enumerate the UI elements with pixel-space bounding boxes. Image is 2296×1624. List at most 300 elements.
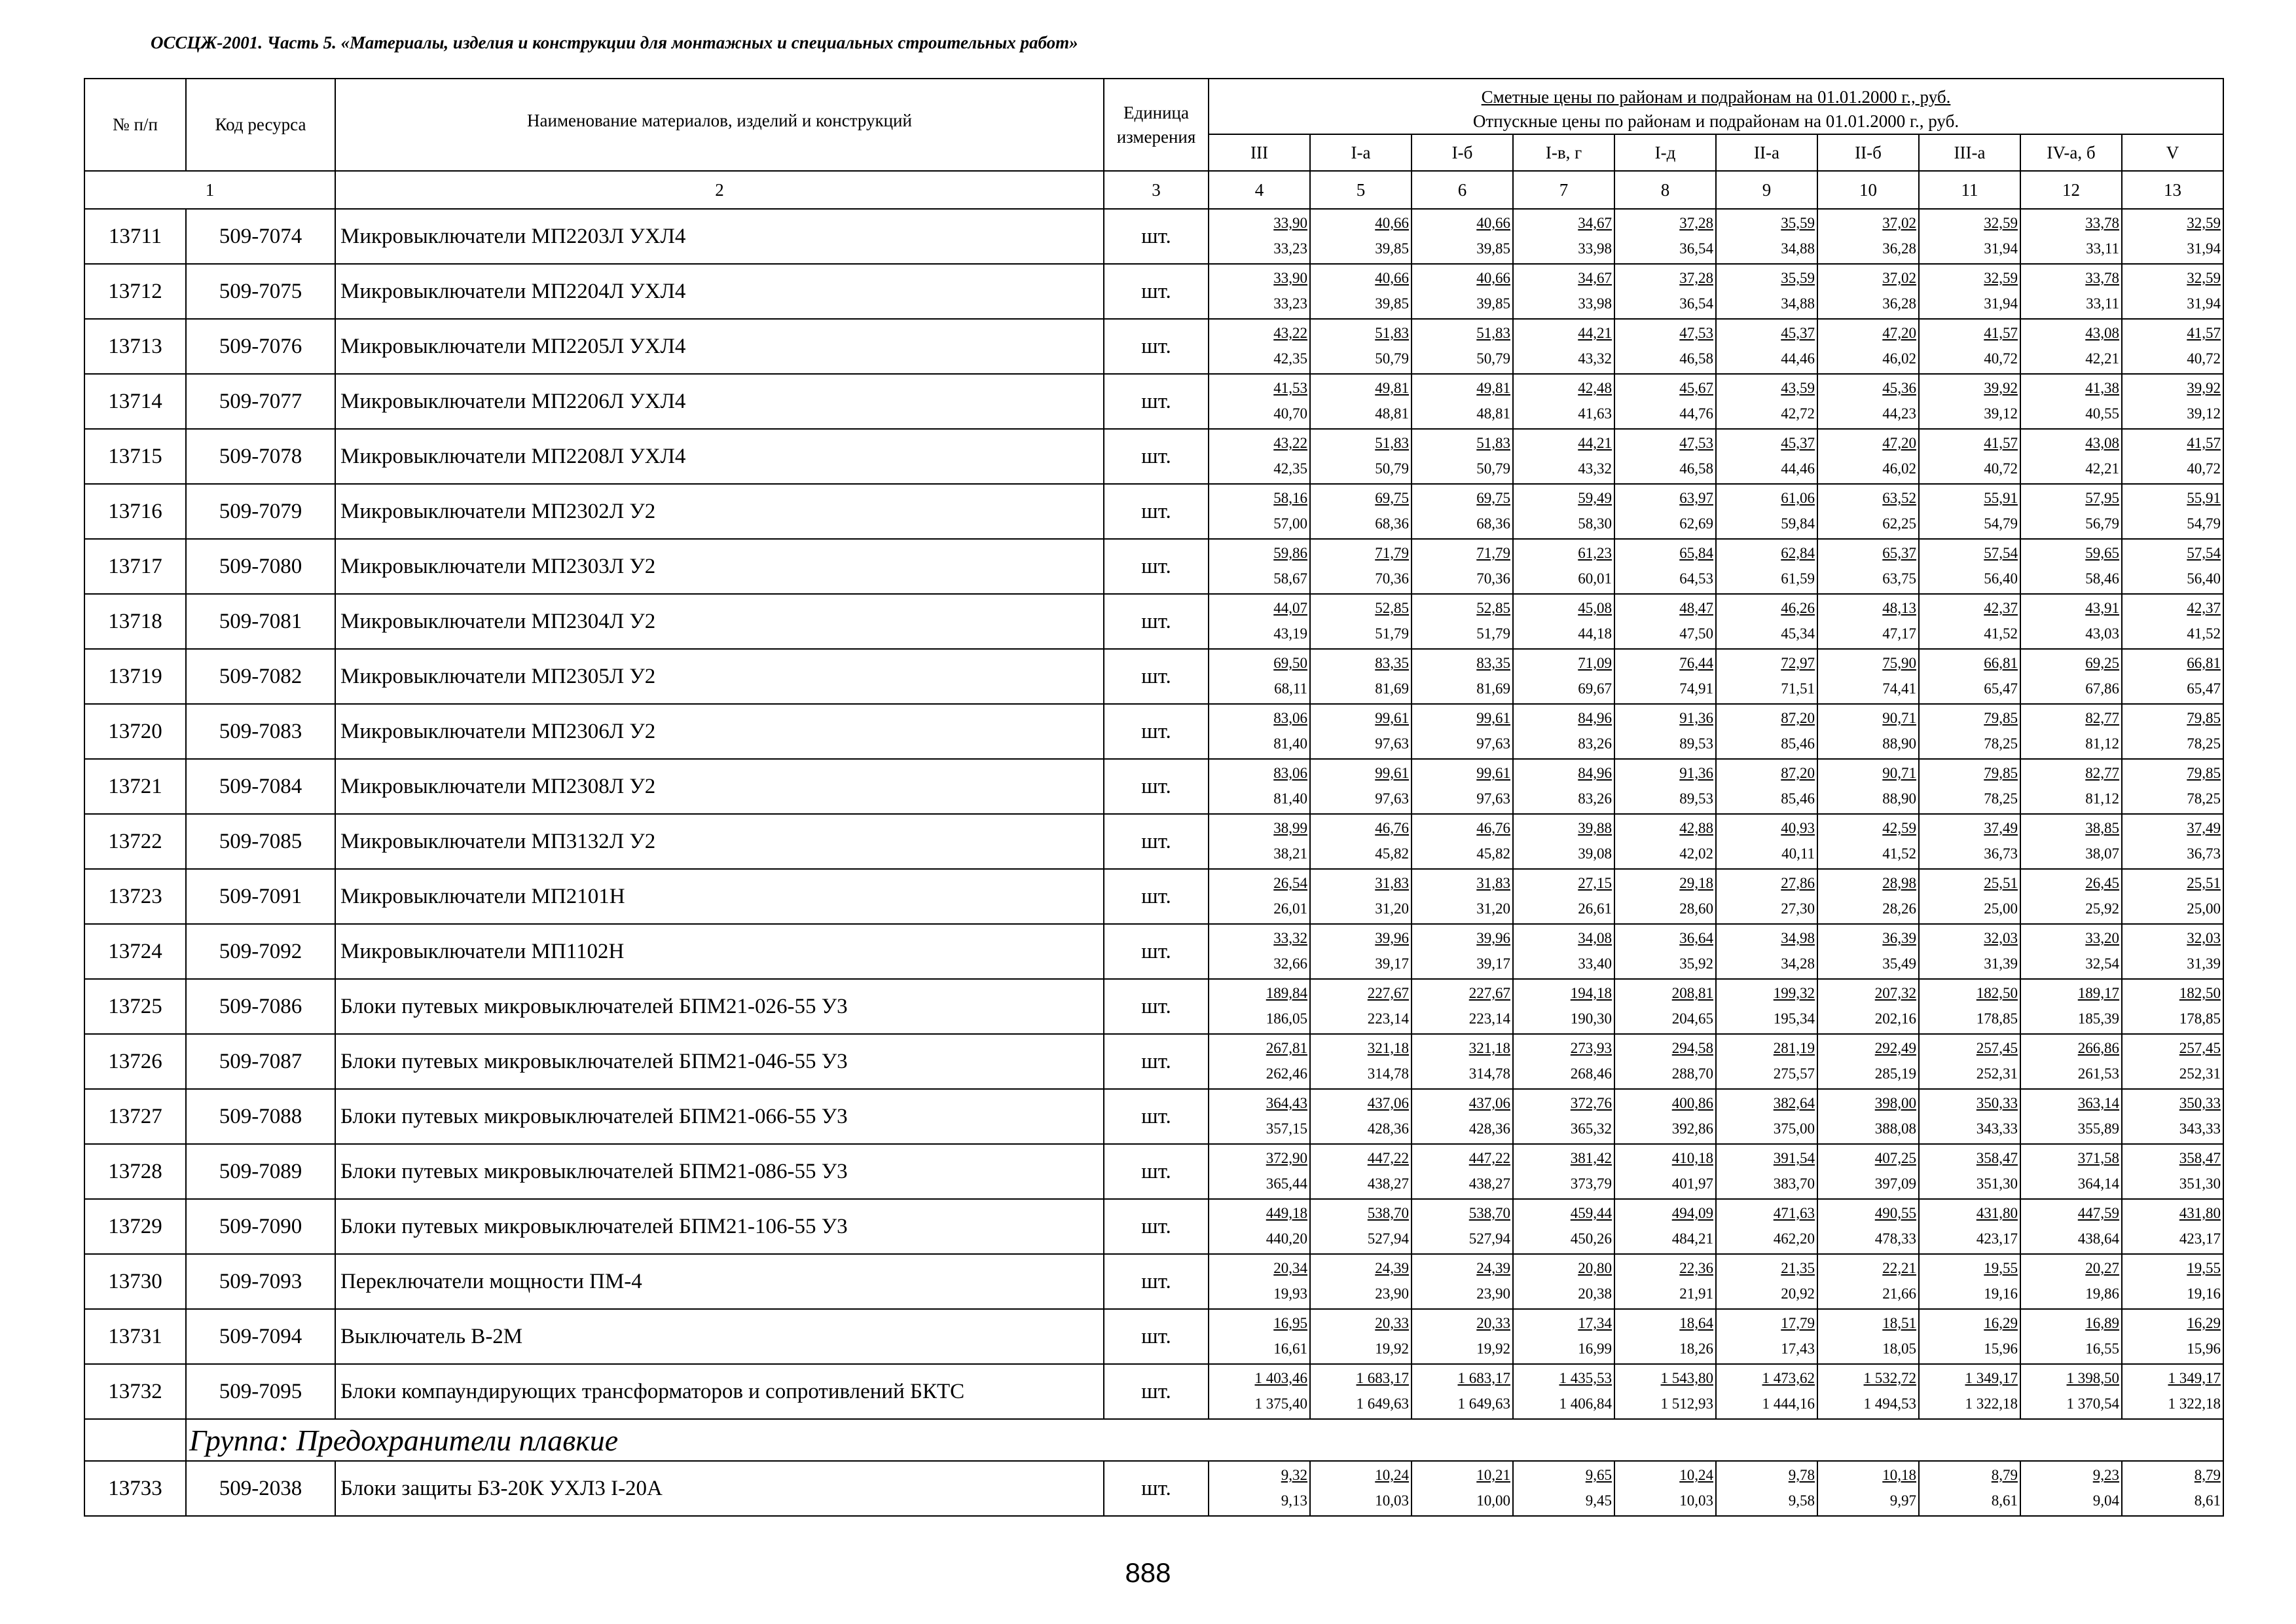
estimate-price: 1 683,17	[1356, 1370, 1409, 1386]
release-price: 44,18	[1578, 625, 1612, 642]
estimate-price: 1 349,17	[2168, 1370, 2221, 1386]
price-cell	[2020, 484, 2122, 539]
estimate-price: 84,96	[1578, 710, 1612, 726]
release-price: 38,07	[2085, 845, 2119, 862]
estimate-price: 294,58	[1671, 1040, 1713, 1056]
release-price: 63,75	[1882, 570, 1916, 587]
release-price: 9,45	[1585, 1492, 1612, 1509]
price-cell	[1412, 374, 1513, 429]
price-cell	[1817, 979, 1919, 1034]
estimate-price: 410,18	[1671, 1150, 1713, 1166]
release-price: 58,67	[1273, 570, 1307, 587]
release-price: 195,34	[1773, 1010, 1815, 1027]
price-cell	[1412, 924, 1513, 979]
price-cell	[2020, 979, 2122, 1034]
row-number: 13723	[84, 869, 186, 924]
estimate-price: 9,65	[1585, 1467, 1612, 1483]
estimate-price: 91,36	[1679, 710, 1713, 726]
estimate-price: 41,57	[2187, 435, 2221, 451]
unit-cell: шт.	[1104, 1364, 1209, 1419]
unit-cell: шт.	[1104, 704, 1209, 759]
release-price: 40,72	[1984, 460, 2018, 477]
estimate-price: 36,39	[1882, 930, 1916, 946]
release-price: 178,85	[1976, 1010, 2018, 1027]
price-cell	[1513, 429, 1614, 484]
estimate-price: 66,81	[1984, 655, 2018, 671]
release-price: 56,40	[2187, 570, 2221, 587]
price-cell	[1817, 814, 1919, 869]
header-unit: Единица измерения	[1104, 79, 1209, 171]
release-price: 65,47	[2187, 680, 2221, 697]
release-price: 1 494,53	[1863, 1395, 1916, 1412]
release-price: 57,00	[1273, 515, 1307, 532]
resource-code: 509-7084	[186, 759, 335, 814]
price-cell	[1919, 759, 2020, 814]
price-cell	[2020, 1309, 2122, 1364]
estimate-price: 34,67	[1578, 270, 1612, 286]
estimate-price: 76,44	[1679, 655, 1713, 671]
price-cell	[1412, 979, 1513, 1034]
estimate-price: 266,86	[2077, 1040, 2119, 1056]
release-price: 70,36	[1476, 570, 1510, 587]
price-cell	[1513, 869, 1614, 924]
unit-cell: шт.	[1104, 869, 1209, 924]
estimate-price: 437,06	[1367, 1095, 1409, 1111]
release-price: 78,25	[2187, 735, 2221, 752]
price-cell	[1209, 704, 1310, 759]
price-cell	[1310, 1461, 1412, 1516]
release-price: 1 512,93	[1660, 1395, 1713, 1412]
price-cell	[1209, 1199, 1310, 1254]
release-price: 19,16	[1984, 1285, 2018, 1302]
price-cell	[1209, 869, 1310, 924]
region-header: I-а	[1310, 134, 1412, 171]
estimate-price: 199,32	[1773, 985, 1815, 1001]
price-cell	[2122, 1034, 2223, 1089]
price-cell	[1310, 209, 1412, 264]
table-header	[84, 79, 2223, 209]
release-price: 351,30	[2179, 1175, 2221, 1192]
unit-cell: шт.	[1104, 1089, 1209, 1144]
resource-code: 509-7078	[186, 429, 335, 484]
release-price: 40,72	[1984, 350, 2018, 367]
estimate-price: 18,64	[1679, 1315, 1713, 1331]
price-cell	[1716, 594, 1817, 649]
estimate-price: 41,38	[2085, 380, 2119, 396]
release-price: 343,33	[2179, 1120, 2221, 1137]
estimate-price: 51,83	[1375, 325, 1409, 341]
price-cell	[1513, 759, 1614, 814]
estimate-price: 358,47	[1976, 1150, 2018, 1166]
price-cell	[1817, 374, 1919, 429]
release-price: 97,63	[1476, 735, 1510, 752]
row-number: 13725	[84, 979, 186, 1034]
material-name: Микровыключатели МП2206Л УХЛ4	[335, 374, 1104, 429]
release-price: 186,05	[1266, 1010, 1307, 1027]
price-cell	[1412, 1254, 1513, 1309]
price-cell	[1209, 979, 1310, 1034]
estimate-price: 227,67	[1468, 985, 1510, 1001]
price-cell	[1614, 319, 1716, 374]
release-price: 9,58	[1788, 1492, 1815, 1509]
release-price: 10,03	[1375, 1492, 1409, 1509]
estimate-price: 79,85	[2187, 765, 2221, 781]
price-cell	[1310, 1309, 1412, 1364]
estimate-price: 37,28	[1679, 215, 1713, 231]
release-price: 28,60	[1679, 900, 1713, 917]
price-cell	[1817, 649, 1919, 704]
release-price: 46,02	[1882, 460, 1916, 477]
column-number: 11	[1919, 171, 2020, 209]
estimate-price: 45,37	[1781, 435, 1815, 451]
release-price: 39,85	[1476, 295, 1510, 312]
price-cell	[1716, 704, 1817, 759]
price-cell	[1513, 374, 1614, 429]
release-price: 64,53	[1679, 570, 1713, 587]
release-price: 383,70	[1773, 1175, 1815, 1192]
release-price: 438,27	[1468, 1175, 1510, 1192]
resource-code: 509-7087	[186, 1034, 335, 1089]
material-name: Микровыключатели МП1102Н	[335, 924, 1104, 979]
group-heading: Группа: Предохранители плавкие	[186, 1419, 2223, 1461]
release-price: 262,46	[1266, 1065, 1307, 1082]
estimate-price: 494,09	[1671, 1205, 1713, 1221]
estimate-price: 79,85	[1984, 710, 2018, 726]
release-price: 365,32	[1570, 1120, 1612, 1137]
price-cell	[1412, 209, 1513, 264]
estimate-price: 182,50	[2179, 985, 2221, 1001]
estimate-price: 40,66	[1375, 270, 1409, 286]
release-price: 19,86	[2085, 1285, 2119, 1302]
row-number: 13733	[84, 1461, 186, 1516]
price-cell	[1817, 1461, 1919, 1516]
release-price: 357,15	[1266, 1120, 1307, 1137]
estimate-price: 69,25	[2085, 655, 2119, 671]
price-cell	[1513, 704, 1614, 759]
price-cell	[1919, 594, 2020, 649]
price-cell	[1919, 1364, 2020, 1419]
release-price: 16,99	[1578, 1340, 1612, 1357]
price-cell	[1716, 264, 1817, 319]
estimate-price: 16,29	[2187, 1315, 2221, 1331]
price-cell	[1412, 869, 1513, 924]
estimate-price: 372,76	[1570, 1095, 1612, 1111]
release-price: 288,70	[1671, 1065, 1713, 1082]
estimate-price: 16,95	[1273, 1315, 1307, 1331]
estimate-price: 41,57	[1984, 435, 2018, 451]
resource-code: 509-7079	[186, 484, 335, 539]
column-number: 12	[2020, 171, 2122, 209]
price-cell	[1209, 264, 1310, 319]
estimate-price: 71,79	[1375, 545, 1409, 561]
estimate-price: 25,51	[2187, 875, 2221, 891]
release-price: 375,00	[1773, 1120, 1815, 1137]
estimate-price: 59,49	[1578, 490, 1612, 506]
release-price: 42,02	[1679, 845, 1713, 862]
price-cell	[1310, 704, 1412, 759]
estimate-price: 32,59	[2187, 270, 2221, 286]
estimate-price: 32,03	[1984, 930, 2018, 946]
estimate-price: 65,37	[1882, 545, 1916, 561]
release-price: 28,26	[1882, 900, 1916, 917]
release-price: 45,82	[1375, 845, 1409, 862]
release-price: 97,63	[1476, 790, 1510, 807]
price-cell	[1817, 1199, 1919, 1254]
price-cell	[1716, 539, 1817, 594]
price-cell	[1412, 539, 1513, 594]
estimate-price: 16,29	[1984, 1315, 2018, 1331]
row-number: 13730	[84, 1254, 186, 1309]
price-cell	[1614, 979, 1716, 1034]
price-cell	[1614, 264, 1716, 319]
estimate-price: 350,33	[1976, 1095, 2018, 1111]
price-cell	[2122, 264, 2223, 319]
price-cell	[1817, 1364, 1919, 1419]
column-number: 5	[1310, 171, 1412, 209]
price-cell	[2122, 649, 2223, 704]
estimate-price: 41,57	[2187, 325, 2221, 341]
estimate-price: 42,48	[1578, 380, 1612, 396]
estimate-price: 208,81	[1671, 985, 1713, 1001]
release-price: 19,16	[2187, 1285, 2221, 1302]
estimate-price: 32,59	[1984, 270, 2018, 286]
estimate-price: 83,35	[1375, 655, 1409, 671]
release-price: 97,63	[1375, 790, 1409, 807]
estimate-price: 27,15	[1578, 875, 1612, 891]
price-cell	[1716, 1461, 1817, 1516]
estimate-price: 45,36	[1882, 380, 1916, 396]
release-price: 462,20	[1773, 1230, 1815, 1247]
unit-cell: шт.	[1104, 814, 1209, 869]
estimate-price: 46,26	[1781, 600, 1815, 616]
release-price: 1 370,54	[2066, 1395, 2119, 1412]
release-price: 223,14	[1468, 1010, 1510, 1027]
table-row	[84, 979, 2223, 1034]
price-cell	[1614, 484, 1716, 539]
price-cell	[1614, 1144, 1716, 1199]
price-cell	[1817, 1309, 1919, 1364]
price-cell	[1919, 264, 2020, 319]
estimate-price: 24,39	[1375, 1260, 1409, 1276]
estimate-price: 267,81	[1266, 1040, 1307, 1056]
price-cell	[1310, 1144, 1412, 1199]
price-cell	[2122, 539, 2223, 594]
price-cell	[1310, 979, 1412, 1034]
release-price: 25,92	[2085, 900, 2119, 917]
estimate-price: 99,61	[1375, 765, 1409, 781]
estimate-price: 189,84	[1266, 985, 1307, 1001]
price-cell	[1614, 539, 1716, 594]
estimate-price: 1 473,62	[1762, 1370, 1815, 1386]
release-price: 17,43	[1781, 1340, 1815, 1357]
price-cell	[1716, 979, 1817, 1034]
release-price: 33,11	[2086, 295, 2119, 312]
price-cell	[1209, 319, 1310, 374]
release-price: 33,40	[1578, 955, 1612, 972]
table-row	[84, 1364, 2223, 1419]
estimate-price: 1 403,46	[1254, 1370, 1307, 1386]
material-name: Блоки путевых микровыключателей БПМ21-086-55 У3	[335, 1144, 1104, 1199]
table-row	[84, 1199, 2223, 1254]
price-cell	[1919, 649, 2020, 704]
unit-cell: шт.	[1104, 594, 1209, 649]
estimate-price: 1 532,72	[1863, 1370, 1916, 1386]
estimate-price: 39,96	[1375, 930, 1409, 946]
release-price: 58,30	[1578, 515, 1612, 532]
release-price: 33,23	[1273, 240, 1307, 257]
unit-cell: шт.	[1104, 209, 1209, 264]
release-price: 21,66	[1882, 1285, 1916, 1302]
column-number-row	[84, 171, 2223, 209]
header-release-prices: Отпускные цены по районам и подрайонам на 01.01.2000 г., руб.	[1472, 111, 1959, 131]
column-number: 1	[84, 171, 335, 209]
release-price: 58,46	[2085, 570, 2119, 587]
release-price: 31,94	[2187, 295, 2221, 312]
price-cell	[1817, 319, 1919, 374]
unit-cell: шт.	[1104, 1199, 1209, 1254]
release-price: 19,92	[1375, 1340, 1409, 1357]
price-cell	[1513, 264, 1614, 319]
table-row	[84, 594, 2223, 649]
release-price: 39,85	[1476, 240, 1510, 257]
release-price: 1 322,18	[2168, 1395, 2221, 1412]
price-cell	[1716, 814, 1817, 869]
price-cell	[2122, 1144, 2223, 1199]
price-cell	[1919, 1254, 2020, 1309]
price-cell	[1716, 429, 1817, 484]
price-cell	[2122, 814, 2223, 869]
estimate-price: 51,83	[1476, 435, 1510, 451]
resource-code: 509-7094	[186, 1309, 335, 1364]
release-price: 83,26	[1578, 790, 1612, 807]
release-price: 31,20	[1375, 900, 1409, 917]
price-cell	[1513, 1089, 1614, 1144]
price-cell	[1614, 1034, 1716, 1089]
release-price: 50,79	[1476, 350, 1510, 367]
price-cell	[1513, 539, 1614, 594]
estimate-price: 1 349,17	[1965, 1370, 2018, 1386]
release-price: 15,96	[2187, 1340, 2221, 1357]
row-number: 13727	[84, 1089, 186, 1144]
region-header: II-а	[1716, 134, 1817, 171]
release-price: 81,12	[2085, 790, 2119, 807]
price-cell	[2020, 704, 2122, 759]
release-price: 44,46	[1781, 460, 1815, 477]
unit-cell: шт.	[1104, 1144, 1209, 1199]
price-cell	[1412, 1364, 1513, 1419]
price-cell	[2122, 924, 2223, 979]
price-cell	[1716, 1364, 1817, 1419]
estimate-price: 189,17	[2077, 985, 2119, 1001]
release-price: 33,98	[1578, 240, 1612, 257]
estimate-price: 57,95	[2085, 490, 2119, 506]
release-price: 9,13	[1281, 1492, 1307, 1509]
material-name: Микровыключатели МП2302Л У2	[335, 484, 1104, 539]
unit-cell: шт.	[1104, 1034, 1209, 1089]
price-cell	[2122, 1364, 2223, 1419]
estimate-price: 91,36	[1679, 765, 1713, 781]
release-price: 68,36	[1476, 515, 1510, 532]
row-number: 13711	[84, 209, 186, 264]
release-price: 78,25	[1984, 790, 2018, 807]
price-cell	[1513, 649, 1614, 704]
estimate-price: 24,39	[1476, 1260, 1510, 1276]
unit-cell: шт.	[1104, 759, 1209, 814]
estimate-price: 40,66	[1375, 215, 1409, 231]
release-price: 204,65	[1671, 1010, 1713, 1027]
estimate-price: 35,59	[1781, 270, 1815, 286]
price-cell	[1716, 869, 1817, 924]
release-price: 56,40	[1984, 570, 2018, 587]
price-cell	[1209, 759, 1310, 814]
estimate-price: 372,90	[1266, 1150, 1307, 1166]
table-row	[84, 759, 2223, 814]
estimate-price: 90,71	[1882, 765, 1916, 781]
release-price: 42,35	[1273, 460, 1307, 477]
price-cell	[2122, 1089, 2223, 1144]
region-header: III	[1209, 134, 1310, 171]
release-price: 70,36	[1375, 570, 1409, 587]
price-cell	[1614, 704, 1716, 759]
release-price: 44,76	[1679, 405, 1713, 422]
release-price: 32,66	[1273, 955, 1307, 972]
estimate-price: 38,85	[2085, 820, 2119, 836]
release-price: 440,20	[1266, 1230, 1307, 1247]
estimate-price: 58,16	[1273, 490, 1307, 506]
row-number: 13717	[84, 539, 186, 594]
estimate-price: 350,33	[2179, 1095, 2221, 1111]
price-cell	[1919, 924, 2020, 979]
material-name: Микровыключатели МП2205Л УХЛ4	[335, 319, 1104, 374]
price-cell	[1716, 1254, 1817, 1309]
estimate-price: 52,85	[1375, 600, 1409, 616]
estimate-price: 63,97	[1679, 490, 1713, 506]
release-price: 81,69	[1375, 680, 1409, 697]
material-name: Микровыключатели МП2308Л У2	[335, 759, 1104, 814]
price-cell	[1614, 1089, 1716, 1144]
release-price: 67,86	[2085, 680, 2119, 697]
estimate-price: 61,23	[1578, 545, 1612, 561]
estimate-price: 490,55	[1874, 1205, 1916, 1221]
row-number: 13719	[84, 649, 186, 704]
region-header: I-б	[1412, 134, 1513, 171]
price-cell	[2122, 594, 2223, 649]
table-body	[84, 209, 2223, 1516]
price-cell	[1412, 264, 1513, 319]
price-cell	[1310, 264, 1412, 319]
estimate-price: 45,37	[1781, 325, 1815, 341]
estimate-price: 40,93	[1781, 820, 1815, 836]
unit-cell: шт.	[1104, 319, 1209, 374]
estimate-price: 82,77	[2085, 765, 2119, 781]
column-number: 7	[1513, 171, 1614, 209]
estimate-price: 9,32	[1281, 1467, 1307, 1483]
price-cell	[1310, 484, 1412, 539]
estimate-price: 37,49	[2187, 820, 2221, 836]
price-cell	[1209, 539, 1310, 594]
estimate-price: 66,81	[2187, 655, 2221, 671]
release-price: 42,35	[1273, 350, 1307, 367]
release-price: 33,98	[1578, 295, 1612, 312]
release-price: 45,34	[1781, 625, 1815, 642]
price-cell	[1513, 319, 1614, 374]
price-cell	[1209, 1309, 1310, 1364]
estimate-price: 63,52	[1882, 490, 1916, 506]
price-cell	[2020, 1144, 2122, 1199]
price-cell	[2122, 979, 2223, 1034]
material-name: Выключатель В-2М	[335, 1309, 1104, 1364]
price-cell	[1614, 869, 1716, 924]
